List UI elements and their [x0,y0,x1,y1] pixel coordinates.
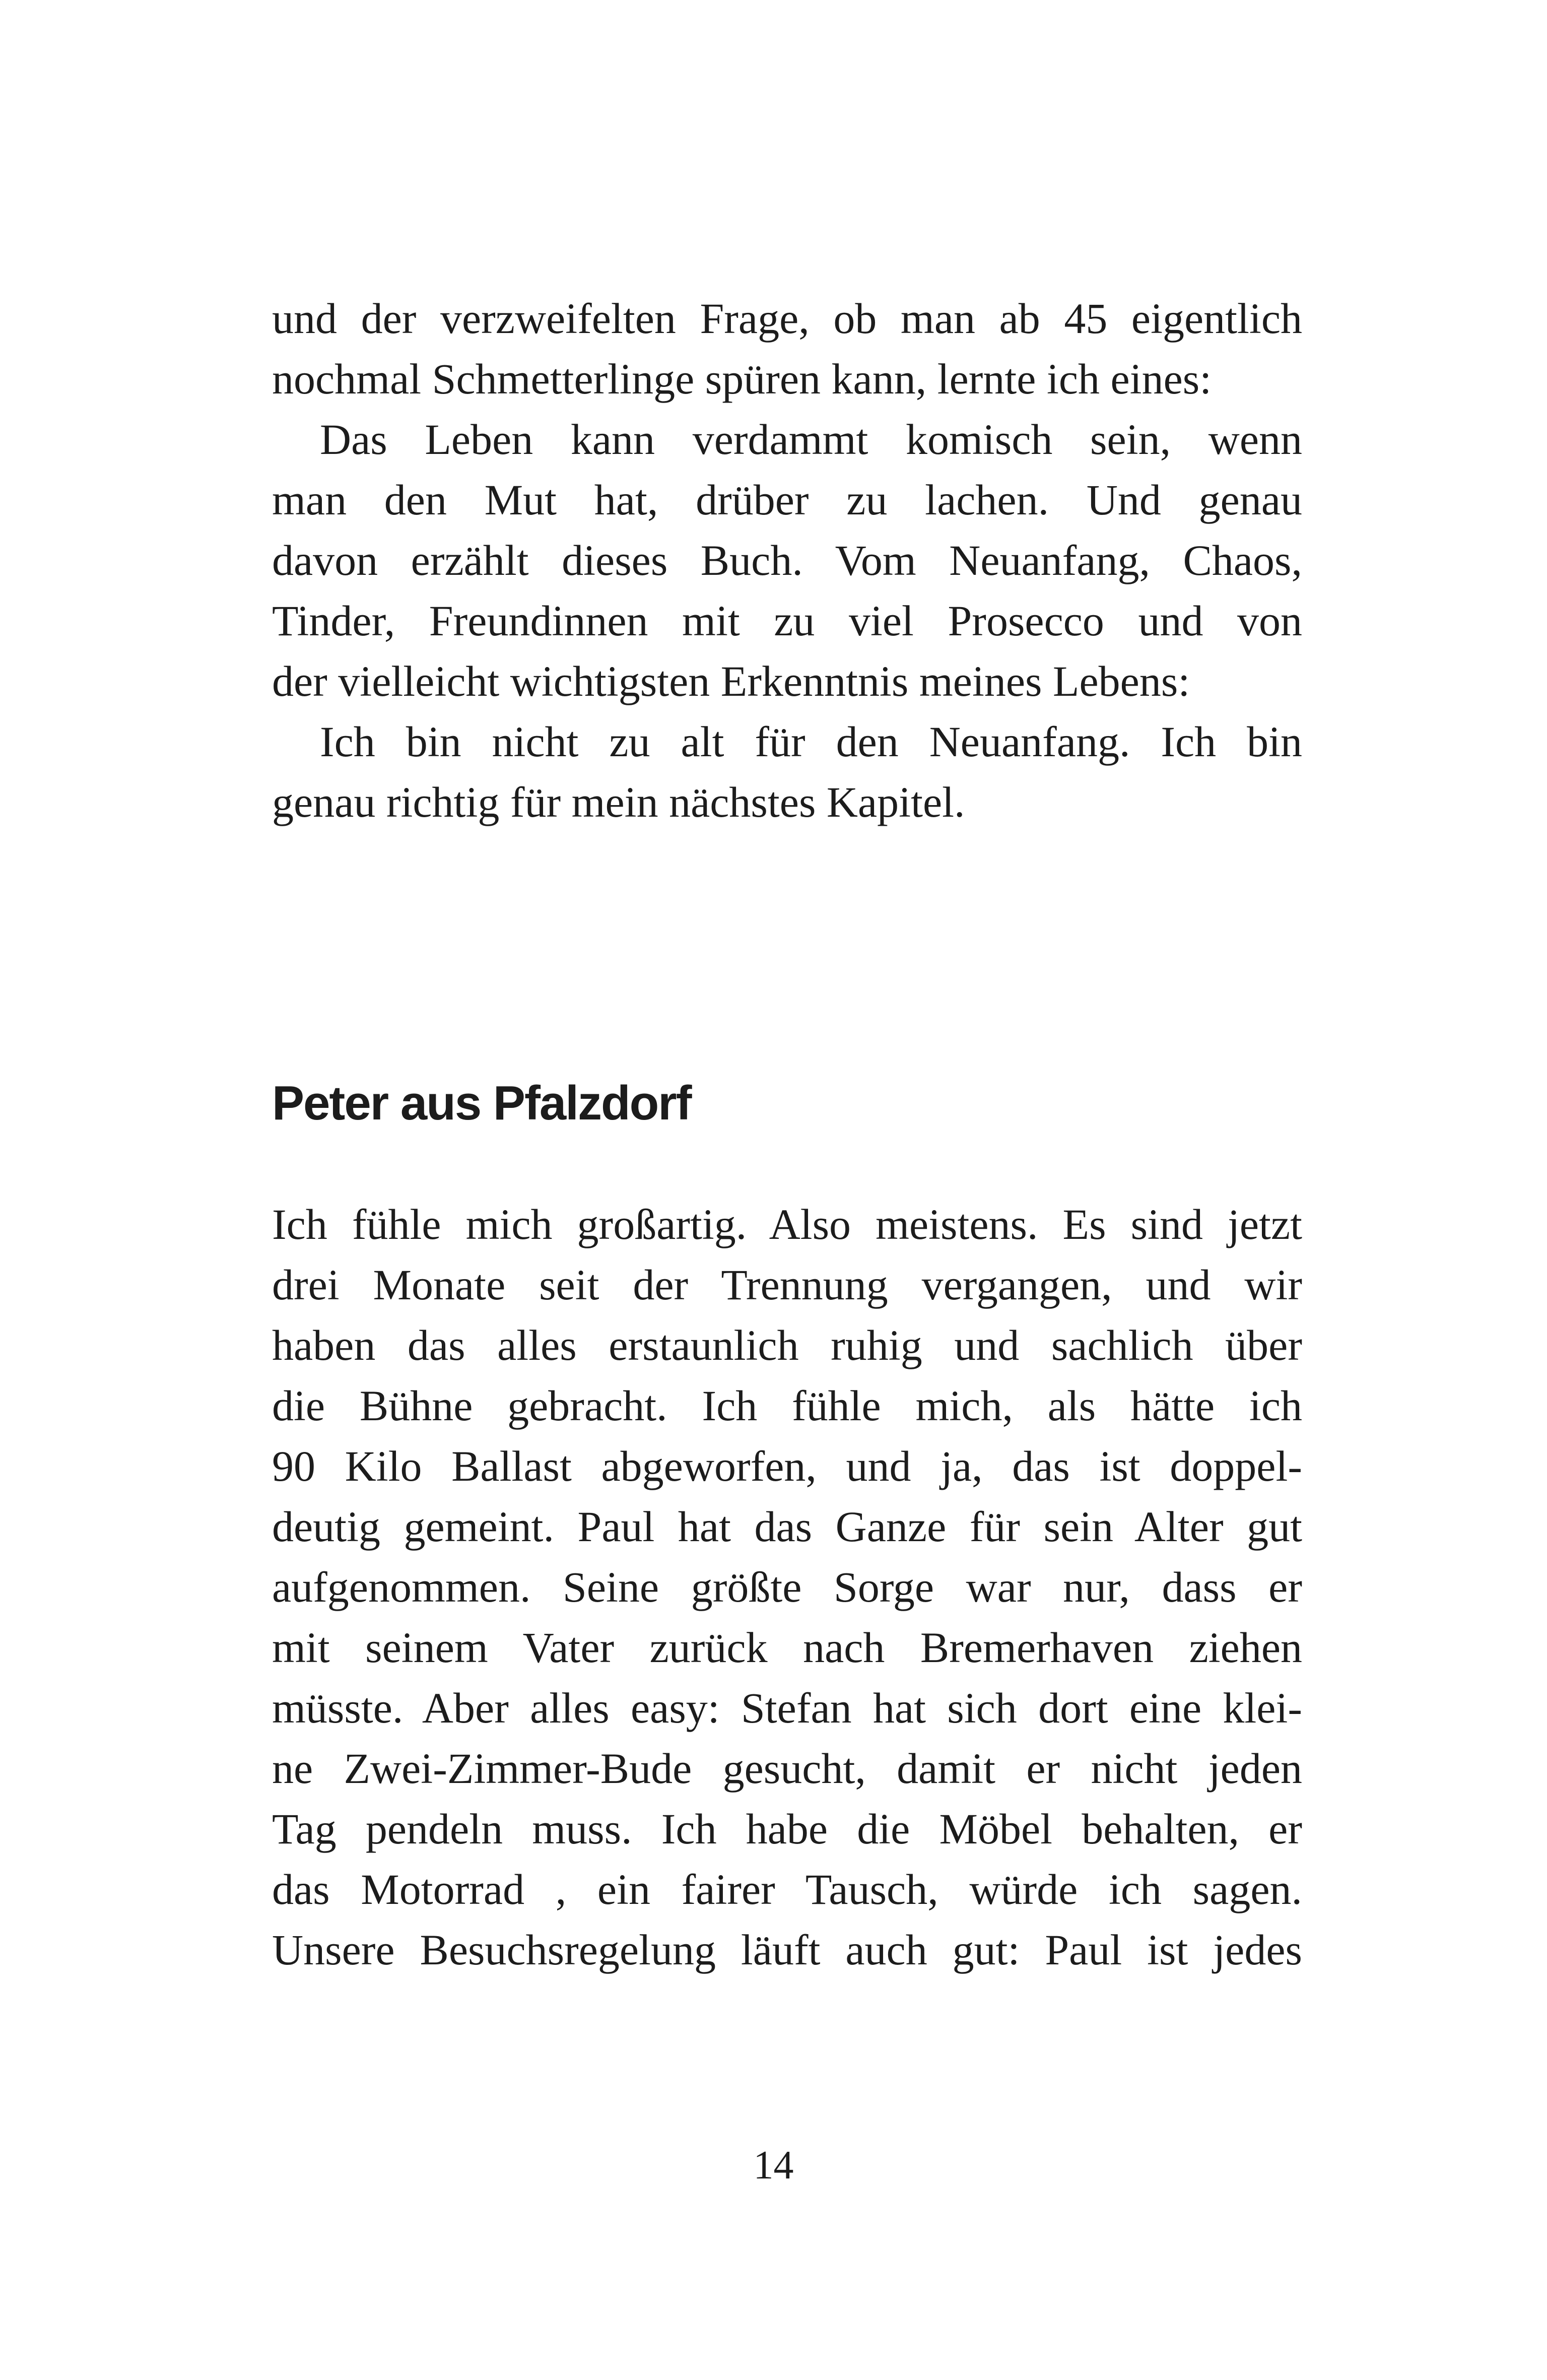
text-line: Ich bin nicht zu alt für den Neuanfang. Ich bin [320,717,1302,766]
text-line: das Motorrad , ein fairer Tausch, würde ich sagen. [272,1865,1302,1913]
page-number: 14 [753,2143,794,2188]
text-line: ne Zwei-Zimmer-Bude gesucht, damit er nicht jeden [272,1744,1302,1793]
text-line: man den Mut hat, drüber zu lachen. Und genau [272,476,1302,524]
intro-text [272,288,1302,832]
text-line: Unsere Besuchsregelung läuft auch gut: Paul ist jedes [272,1926,1302,1974]
text-line: der vielleicht wichtigsten Erkenntnis meines Lebens: [272,657,1190,705]
text-line: 90 Kilo Ballast abgeworfen, und ja, das ist doppel- [272,1442,1302,1490]
chapter-heading: Peter aus Pfalzdorf [272,1076,691,1130]
text-line: müsste. Aber alles easy: Stefan hat sich dort eine klei- [272,1684,1302,1732]
text-line: nochmal Schmetterlinge spüren kann, lernte ich eines: [272,355,1212,403]
text-line: haben das alles erstaunlich ruhig und sachlich über [272,1321,1302,1369]
text-line: drei Monate seit der Trennung vergangen, und wir [272,1261,1302,1309]
text-line: Ich fühle mich großartig. Also meistens. Es sind jetzt [272,1200,1302,1248]
text-line: aufgenommen. Seine größte Sorge war nur, dass er [272,1563,1302,1611]
text-line: Tag pendeln muss. Ich habe die Möbel behalten, er [272,1805,1302,1853]
text-line: die Bühne gebracht. Ich fühle mich, als hätte ich [272,1381,1302,1430]
text-line: und der verzweifelten Frage, ob man ab 45 eigentlich [272,294,1302,343]
text-line: genau richtig für mein nächstes Kapitel. [272,778,965,826]
text-line: Das Leben kann verdammt komisch sein, wenn [320,415,1302,464]
text-line: mit seinem Vater zurück nach Bremerhaven ziehen [272,1623,1302,1672]
text-line: Tinder, Freundinnen mit zu viel Prosecco und von [272,597,1302,645]
text-line: deutig gemeint. Paul hat das Ganze für sein Alter gut [272,1502,1302,1551]
chapter-body-text [272,1194,1302,1980]
text-line: davon erzählt dieses Buch. Vom Neuanfang, Chaos, [272,536,1302,584]
